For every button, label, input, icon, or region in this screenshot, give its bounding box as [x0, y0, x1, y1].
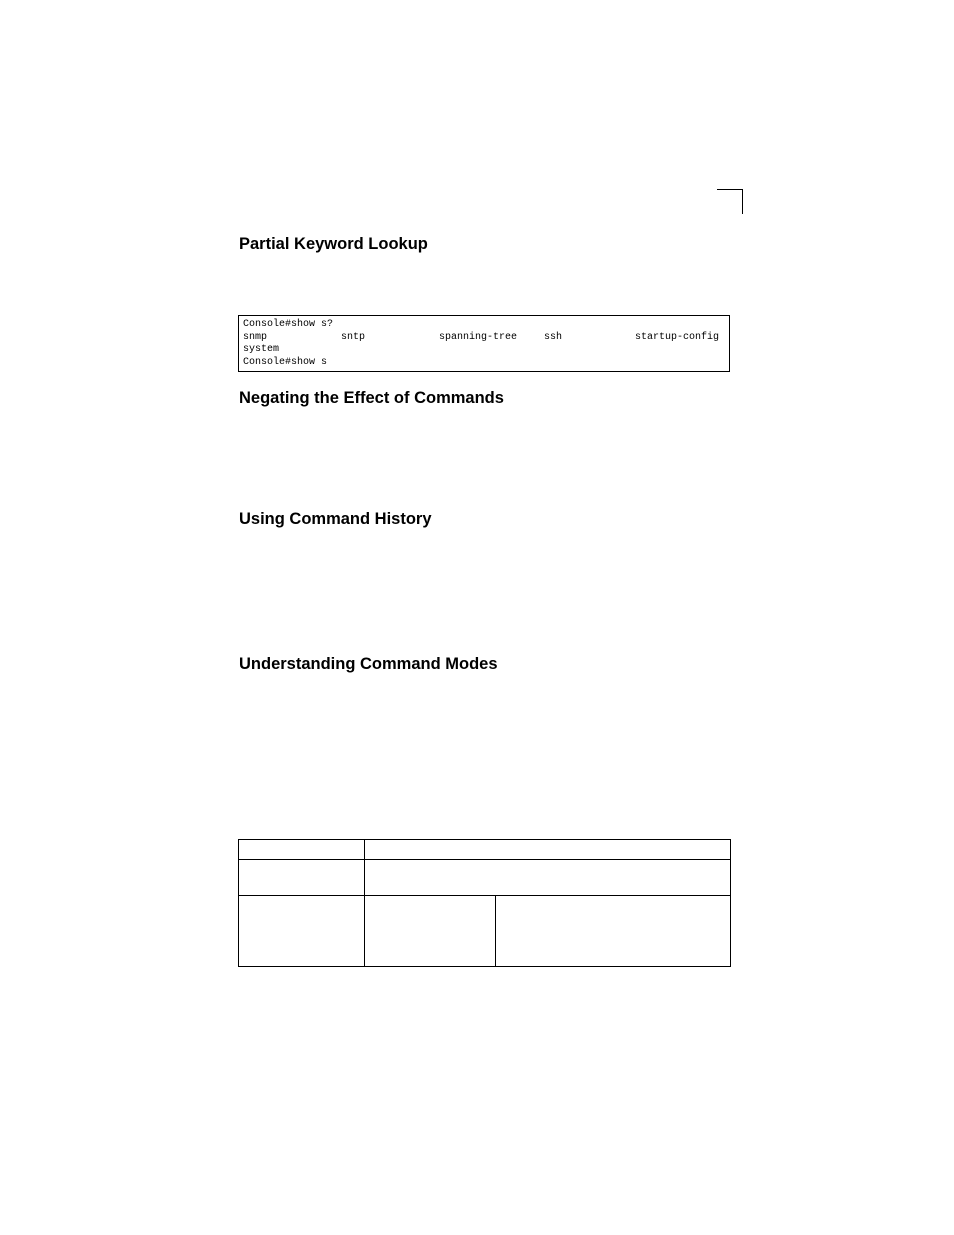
table-cell	[365, 840, 731, 860]
code-word-sntp: sntp	[341, 331, 366, 343]
table-cell	[239, 896, 365, 967]
heading-negating-effect-of-commands: Negating the Effect of Commands	[239, 389, 504, 407]
heading-using-command-history: Using Command History	[239, 510, 432, 528]
table-row	[239, 860, 731, 896]
code-word-ssh: ssh	[544, 331, 563, 343]
code-word-spanning-tree: spanning-tree	[439, 331, 518, 343]
code-line-4: Console#show s	[243, 356, 328, 368]
table-cell	[239, 840, 365, 860]
heading-partial-keyword-lookup: Partial Keyword Lookup	[239, 235, 428, 253]
code-example-box	[238, 315, 730, 372]
table-cell	[239, 860, 365, 896]
table-cell	[365, 896, 496, 967]
table-cell	[496, 896, 731, 967]
crop-mark-vertical	[742, 189, 743, 214]
code-word-startup-config: startup-config	[635, 331, 720, 343]
code-word-snmp: snmp	[243, 331, 268, 343]
heading-understanding-command-modes: Understanding Command Modes	[239, 655, 498, 673]
code-line-3: system	[243, 344, 280, 355]
command-modes-table	[238, 839, 731, 967]
table-row	[239, 896, 731, 967]
crop-mark-horizontal	[717, 189, 743, 190]
table-cell	[365, 860, 731, 896]
table-row	[239, 840, 731, 860]
code-line-1: Console#show s?	[243, 319, 334, 330]
